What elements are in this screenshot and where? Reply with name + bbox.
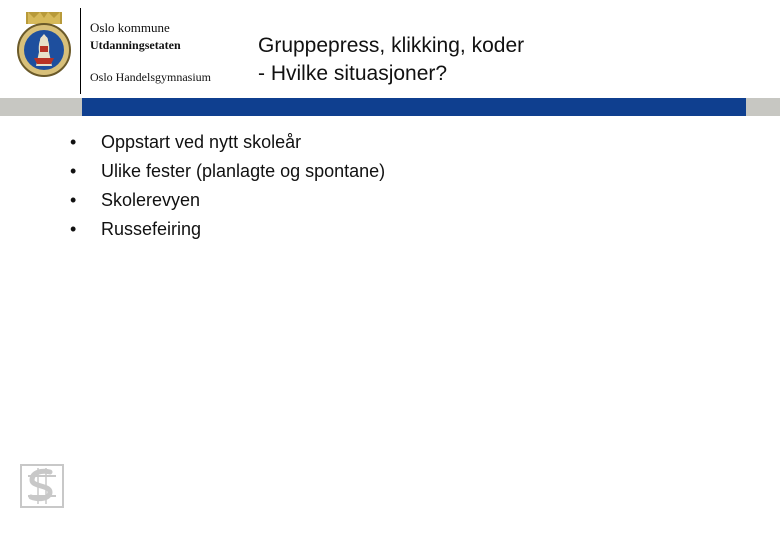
bullet-text: Skolerevyen	[101, 190, 201, 210]
oslo-coat-of-arms-icon	[14, 10, 74, 80]
bullet-text: Oppstart ved nytt skoleår	[101, 132, 302, 152]
slide-title	[258, 32, 524, 88]
slide-header	[0, 0, 780, 98]
org-name: Oslo kommune	[90, 20, 170, 35]
bullet-text: Russefeiring	[101, 219, 202, 239]
bullet-marker: •	[70, 190, 77, 210]
org-department: Utdanningsetaten	[90, 38, 181, 52]
bullet-marker: •	[70, 132, 77, 152]
bullet-marker: •	[70, 161, 77, 181]
header-band-blue	[82, 98, 746, 116]
bullet-text: Ulike fester (planlagte og spontane)	[101, 161, 386, 181]
header-divider	[80, 8, 81, 94]
list-item	[70, 186, 385, 215]
school-emblem-icon	[20, 464, 64, 508]
slide-title-line2: - Hvilke situasjoner?	[258, 62, 448, 85]
list-item	[70, 215, 385, 244]
bullet-marker: •	[70, 219, 77, 239]
slide-title-line1: Gruppepress, klikking, koder	[258, 34, 525, 57]
list-item	[70, 128, 385, 157]
bullet-list	[70, 128, 385, 244]
list-item	[70, 157, 385, 186]
school-name: Oslo Handelsgymnasium	[90, 70, 211, 84]
